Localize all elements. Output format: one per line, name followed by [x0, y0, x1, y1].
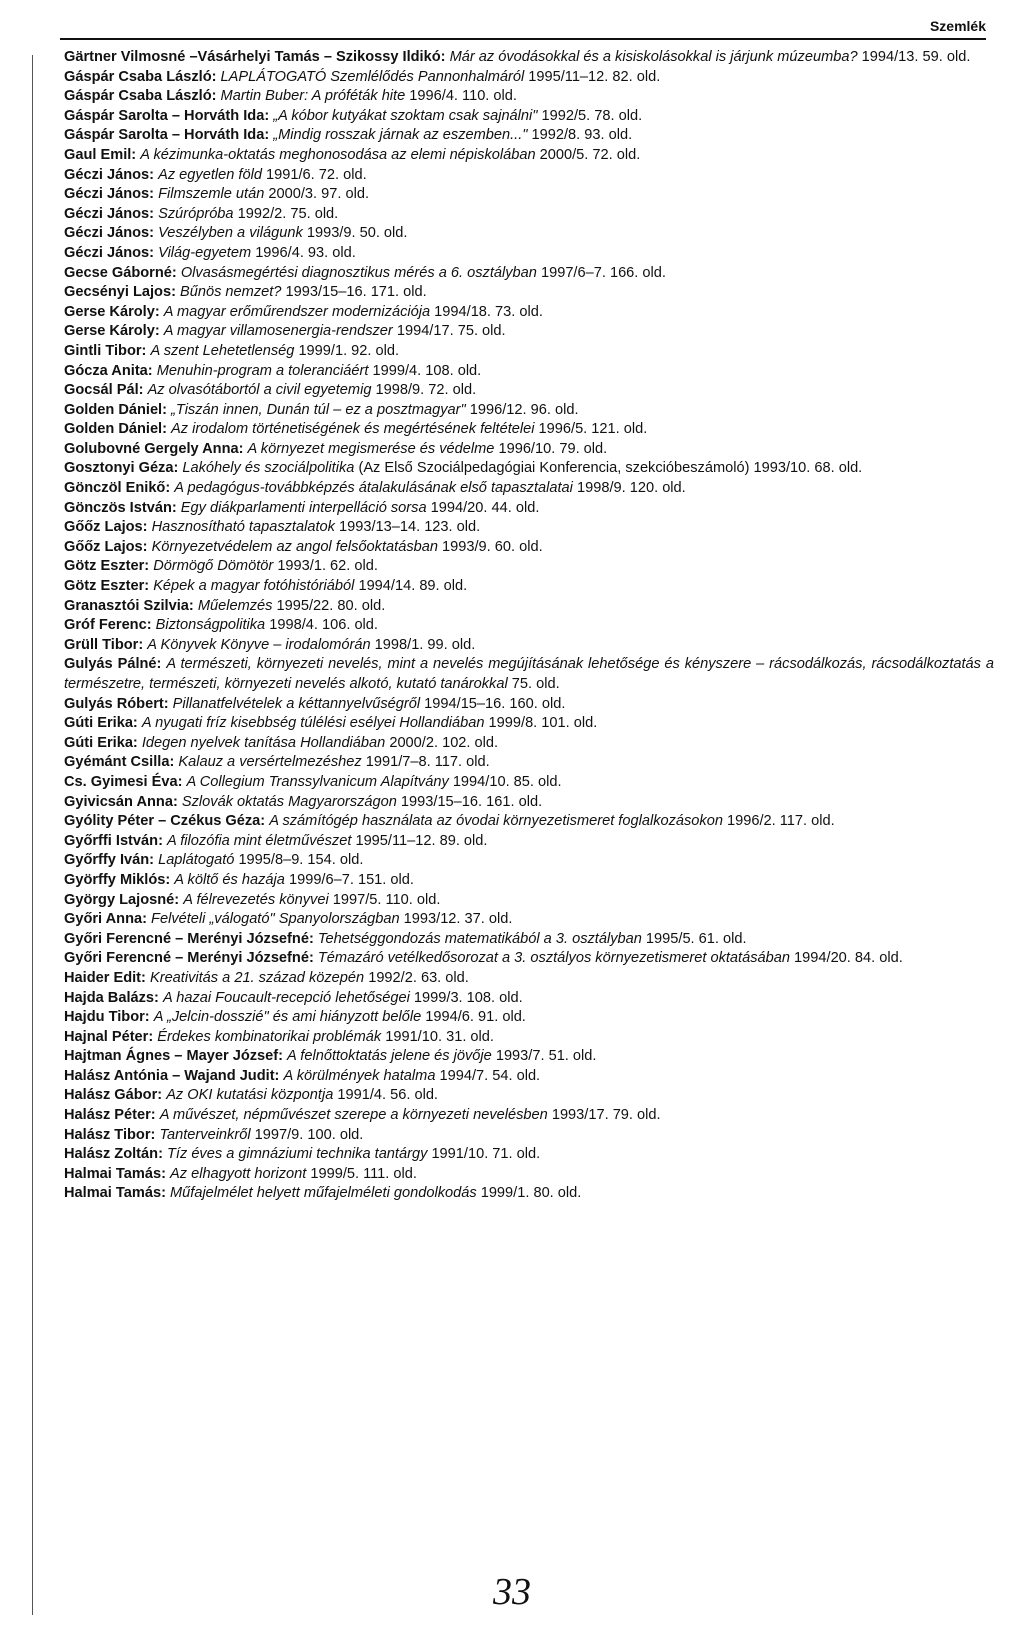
- entry-reference: 1996/5. 121. old.: [538, 421, 648, 438]
- entry-title: Kalauz a versértelmezéshez: [178, 754, 362, 771]
- entry-author: Hajnal Péter:: [64, 1028, 154, 1045]
- entry-reference: 1995/22. 80. old.: [276, 597, 386, 614]
- entry-title: Szlovák oktatás Magyarországon: [181, 793, 397, 810]
- entry-author: Gúti Erika:: [64, 715, 138, 732]
- bibliography-entry: [64, 244, 994, 264]
- entry-author: Götz Eszter:: [64, 578, 150, 595]
- entry-title: A szent Lehetetlenség: [150, 342, 295, 359]
- entry-reference: 1992/2. 63. old.: [368, 969, 469, 986]
- bibliography-entry: [64, 773, 994, 793]
- entry-author: Gáspár Sarolta – Horváth Ida:: [64, 107, 270, 124]
- entry-title: Pillanatfelvételek a kéttannyelvűségről: [172, 695, 421, 712]
- entry-reference: 1994/20. 84. old.: [794, 950, 903, 967]
- entry-author: Gocsál Pál:: [64, 382, 144, 399]
- entry-reference: 75. old.: [511, 676, 560, 692]
- entry-reference: 1999/3. 108. old.: [413, 989, 523, 1006]
- entry-reference: (Az Első Szociálpedagógiai Konferencia, szekcióbeszámoló) 1993/10. 68. old.: [358, 460, 863, 477]
- entry-reference: 1996/4. 93. old.: [255, 244, 356, 261]
- entry-title: A Collegium Transsylvanicum Alapítvány: [186, 773, 449, 790]
- bibliography-entry: [64, 714, 994, 734]
- entry-author: Gyémánt Csilla:: [64, 754, 175, 771]
- entry-reference: 1998/9. 72. old.: [375, 382, 477, 399]
- header-rule: [60, 38, 986, 40]
- entry-author: Hajda Balázs:: [64, 989, 159, 1006]
- entry-reference: 1993/15–16. 171. old.: [285, 284, 427, 301]
- bibliography-entry: [64, 381, 994, 401]
- entry-title: Menuhin-program a toleranciáért: [156, 362, 369, 379]
- entry-title: A hazai Foucault-recepció lehetőségei: [162, 989, 410, 1006]
- entry-author: Halmai Tamás:: [64, 1165, 166, 1182]
- entry-title: A „Jelcin-dosszié" és ami hiányzott belőle: [153, 1009, 422, 1026]
- entry-author: Golubovné Gergely Anna:: [64, 440, 244, 457]
- entry-reference: 1991/10. 31. old.: [385, 1028, 494, 1045]
- entry-reference: 1995/11–12. 89. old.: [355, 832, 488, 849]
- bibliography-entry: [64, 342, 994, 362]
- bibliography-entry: [64, 1028, 994, 1048]
- bibliography-entry: [64, 538, 994, 558]
- bibliography-entry: [64, 1165, 994, 1185]
- entry-reference: 1996/10. 79. old.: [498, 440, 608, 457]
- entry-reference: 1993/13–14. 123. old.: [338, 519, 481, 536]
- entry-author: Gyólity Péter – Czékus Géza:: [64, 813, 266, 830]
- entry-author: Golden Dániel:: [64, 421, 167, 438]
- entry-author: Gecsényi Lajos:: [64, 284, 176, 301]
- entry-reference: 1994/20. 44. old.: [430, 499, 540, 516]
- bibliography-entry: [64, 793, 994, 813]
- entry-title: Bűnös nemzet?: [180, 284, 282, 301]
- entry-title: Olvasásmegértési diagnosztikus mérés a 6. osztályban: [180, 264, 537, 281]
- entry-reference: 1998/9. 120. old.: [576, 480, 686, 497]
- entry-reference: 1995/8–9. 154. old.: [238, 852, 364, 869]
- entry-reference: 1997/6–7. 166. old.: [540, 264, 666, 281]
- entry-title: A filozófia mint életművészet: [167, 832, 352, 849]
- bibliography-entry: [64, 577, 994, 597]
- entry-author: Győrffi István:: [64, 832, 163, 849]
- entry-title: Tanterveinkről: [159, 1126, 251, 1143]
- entry-reference: 1999/8. 101. old.: [488, 715, 598, 732]
- entry-author: Grüll Tibor:: [64, 636, 144, 653]
- entry-author: Géczi János:: [64, 244, 155, 261]
- entry-title: A Könyvek Könyve – irodalomórán: [147, 636, 371, 653]
- entry-reference: 1993/15–16. 161. old.: [400, 793, 543, 810]
- bibliography-entry: [64, 107, 994, 127]
- entry-author: Gecse Gáborné:: [64, 264, 177, 281]
- entry-reference: 1998/1. 99. old.: [374, 636, 476, 653]
- entry-author: Gáspár Csaba László:: [64, 88, 217, 105]
- entry-title: Dörmögő Dömötör: [153, 558, 274, 575]
- entry-reference: 2000/3. 97. old.: [268, 186, 370, 203]
- entry-author: Granasztói Szilvia:: [64, 597, 194, 614]
- bibliography-entry: [64, 910, 994, 930]
- entry-reference: 1999/1. 92. old.: [298, 342, 400, 359]
- entry-author: Gőőz Lajos:: [64, 519, 148, 536]
- bibliography-entry: [64, 636, 994, 656]
- entry-reference: 1999/6–7. 151. old.: [288, 871, 414, 888]
- entry-reference: 1999/4. 108. old.: [372, 362, 482, 379]
- bibliography-entry: [64, 126, 994, 146]
- entry-author: György Lajosné:: [64, 891, 180, 908]
- entry-title: Lakóhely és szociálpolitika: [182, 460, 355, 477]
- entry-author: Cs. Gyimesi Éva:: [64, 773, 183, 790]
- entry-title: A félrevezetés könyvei: [183, 891, 329, 908]
- entry-author: Gerse Károly:: [64, 303, 160, 320]
- entry-title: A magyar villamosenergia-rendszer: [163, 323, 393, 340]
- entry-reference: 1994/17. 75. old.: [396, 323, 506, 340]
- bibliography-entry: [64, 949, 994, 969]
- entry-title: A környezet megismerése és védelme: [247, 440, 495, 457]
- entry-author: Géczi János:: [64, 225, 155, 242]
- bibliography-entry: [64, 48, 994, 68]
- entry-author: Gáspár Sarolta – Horváth Ida:: [64, 127, 270, 144]
- bibliography-entry: [64, 283, 994, 303]
- section-title: Szemlék: [929, 18, 986, 34]
- entry-reference: 2000/2. 102. old.: [389, 734, 499, 751]
- entry-title: Martin Buber: A próféták hite: [220, 88, 406, 105]
- entry-title: Filmszemle után: [158, 186, 265, 203]
- entry-title: Az elhagyott horizont: [170, 1165, 307, 1182]
- entry-author: Gócza Anita:: [64, 362, 153, 379]
- entry-author: Géczi János:: [64, 186, 155, 203]
- entry-reference: 2000/5. 72. old.: [539, 146, 641, 163]
- entry-title: A költő és hazája: [174, 871, 285, 888]
- entry-title: Laplátogató: [158, 852, 235, 869]
- bibliography-entry: [64, 989, 994, 1009]
- bibliography-entry: [64, 832, 994, 852]
- bibliography-entry: [64, 224, 994, 244]
- entry-reference: 1994/15–16. 160. old.: [424, 695, 566, 712]
- bibliography-entry: [64, 734, 994, 754]
- bibliography-entry: [64, 1067, 994, 1087]
- entry-title: Képek a magyar fotóhistóriából: [153, 578, 355, 595]
- entry-author: Hajtman Ágnes – Mayer József:: [64, 1048, 283, 1065]
- bibliography-entry: [64, 87, 994, 107]
- entry-author: Halász Tibor:: [64, 1126, 156, 1143]
- bibliography-entry: [64, 930, 994, 950]
- bibliography-entry: [64, 518, 994, 538]
- bibliography-entry: [64, 1106, 994, 1126]
- bibliography-entry: [64, 303, 994, 323]
- entry-reference: 1996/12. 96. old.: [469, 401, 579, 418]
- entry-title: Az OKI kutatási központja: [166, 1087, 334, 1104]
- entry-title: Környezetvédelem az angol felsőoktatásban: [151, 538, 438, 555]
- entry-title: A nyugati fríz kisebbség túlélési esélyei Hollandiában: [141, 715, 485, 732]
- entry-reference: 1991/4. 56. old.: [337, 1087, 438, 1104]
- entry-title: A művészet, népművészet szerepe a környezeti nevelésben: [159, 1107, 548, 1124]
- entry-title: Biztonságpolitika: [155, 617, 266, 634]
- entry-reference: 1991/7–8. 117. old.: [365, 754, 490, 771]
- entry-reference: 1992/8. 93. old.: [531, 127, 633, 144]
- entry-title: LAPLÁTOGATÓ Szemlélődés Pannonhalmáról: [220, 68, 525, 85]
- entry-author: Gulyás Róbert:: [64, 695, 169, 712]
- entry-author: Győri Ferencné – Merényi Józsefné:: [64, 930, 314, 947]
- bibliography-entry: [64, 166, 994, 186]
- entry-title: A kézimunka-oktatás meghonosodása az elemi népiskolában: [140, 146, 536, 163]
- entry-reference: 1993/9. 50. old.: [306, 225, 408, 242]
- bibliography-entry: [64, 185, 994, 205]
- entry-author: Géczi János:: [64, 205, 155, 222]
- entry-author: Győri Anna:: [64, 911, 147, 928]
- entry-title: Hasznosítható tapasztalatok: [151, 519, 335, 536]
- bibliography-entry: [64, 146, 994, 166]
- bibliography-entry: [64, 1126, 994, 1146]
- entry-title: Már az óvodásokkal és a kisiskolásokkal is járjunk múzeumba?: [449, 49, 858, 65]
- entry-author: Halász Antónia – Wajand Judit:: [64, 1067, 280, 1084]
- entry-reference: 1999/5. 111. old.: [310, 1165, 417, 1182]
- margin-rule: [32, 55, 33, 1615]
- bibliography-entry: [64, 557, 994, 577]
- entry-author: Győri Ferencné – Merényi Józsefné:: [64, 950, 314, 967]
- bibliography-entry: [64, 1145, 994, 1165]
- entry-reference: 1994/18. 73. old.: [434, 303, 543, 320]
- entry-title: Az egyetlen föld: [158, 166, 262, 183]
- entry-author: Halmai Tamás:: [64, 1185, 166, 1202]
- bibliography-entry: [64, 420, 994, 440]
- entry-author: Gaul Emil:: [64, 146, 137, 163]
- entry-title: A körülmények hatalma: [283, 1067, 436, 1084]
- entry-title: A természeti, környezeti nevelés, mint a nevelés megújításának lehetősége és kényszere – rácsodálkozás, rácsodálkoztatás a természetre, természeti, környezeti nevelés alkotó, kutató tanárokkal: [64, 656, 994, 692]
- entry-author: Haider Edit:: [64, 969, 146, 986]
- bibliography-entry: [64, 68, 994, 88]
- entry-author: Gőőz Lajos:: [64, 538, 148, 555]
- entry-author: Halász Gábor:: [64, 1087, 163, 1104]
- entry-author: Golden Dániel:: [64, 401, 167, 418]
- entry-title: Veszélyben a világunk: [158, 225, 303, 242]
- entry-author: Götz Eszter:: [64, 558, 150, 575]
- bibliography-entry: [64, 401, 994, 421]
- bibliography-entry: [64, 1184, 994, 1204]
- bibliography-entry: [64, 322, 994, 342]
- bibliography-entry: [64, 1047, 994, 1067]
- entry-reference: 1995/5. 61. old.: [645, 930, 747, 947]
- entry-title: „A kóbor kutyákat szoktam csak sajnálni": [273, 107, 538, 124]
- bibliography-entry: [64, 440, 994, 460]
- entry-author: Gulyás Pálné:: [64, 656, 162, 673]
- entry-reference: 1997/9. 100. old.: [254, 1126, 364, 1143]
- bibliography-entry: [64, 812, 994, 832]
- entry-title: Felvételi „válogató" Spanyolországban: [151, 911, 400, 928]
- entry-reference: 1993/17. 79. old.: [551, 1107, 661, 1124]
- entry-author: Gróf Ferenc:: [64, 617, 152, 634]
- entry-title: Témazáró vetélkedősorozat a 3. osztályos környezetismeret oktatásában: [317, 950, 790, 967]
- entry-reference: 1992/2. 75. old.: [237, 205, 339, 222]
- bibliography-entry: [64, 1086, 994, 1106]
- entry-title: „Tiszán innen, Dunán túl – ez a posztmagyar": [171, 401, 466, 418]
- entry-title: A számítógép használata az óvodai környezetismeret foglalkozásokon: [269, 813, 723, 830]
- entry-author: Györffy Miklós:: [64, 871, 171, 888]
- entry-title: Szúrópróba: [158, 205, 234, 222]
- entry-reference: 1997/5. 110. old.: [332, 891, 441, 908]
- bibliography-entry: [64, 264, 994, 284]
- bibliography-entry: [64, 597, 994, 617]
- bibliography-entry: [64, 362, 994, 382]
- entry-author: Gyivicsán Anna:: [64, 793, 178, 810]
- bibliography-entry: [64, 459, 994, 479]
- bibliography-entry: [64, 969, 994, 989]
- entry-author: Gönczöl Enikő:: [64, 480, 171, 497]
- bibliography-entry: [64, 753, 994, 773]
- bibliography-entry: [64, 695, 994, 715]
- entry-author: Halász Péter:: [64, 1107, 156, 1124]
- entry-title: Egy diákparlamenti interpelláció sorsa: [180, 499, 427, 516]
- entry-reference: 1993/9. 60. old.: [442, 538, 543, 555]
- entry-reference: 1994/10. 85. old.: [452, 773, 562, 790]
- entry-title: Kreativitás a 21. század közepén: [149, 969, 365, 986]
- entry-reference: 1994/7. 54. old.: [439, 1067, 541, 1084]
- entry-reference: 1994/13. 59. old.: [861, 49, 971, 65]
- entry-author: Győrffy Iván:: [64, 852, 155, 869]
- bibliography-entry: [64, 499, 994, 519]
- entry-author: Gönczös István:: [64, 499, 177, 516]
- entry-author: Géczi János:: [64, 166, 155, 183]
- entry-author: Gúti Erika:: [64, 734, 138, 751]
- entry-author: Gáspár Csaba László:: [64, 68, 217, 85]
- entry-title: Idegen nyelvek tanítása Hollandiában: [141, 734, 386, 751]
- bibliography-list: [64, 48, 994, 1204]
- bibliography-entry: [64, 851, 994, 871]
- entry-reference: 1992/5. 78. old.: [541, 107, 643, 124]
- entry-reference: 1991/10. 71. old.: [431, 1146, 541, 1163]
- bibliography-entry: [64, 871, 994, 891]
- entry-title: A pedagógus-továbbképzés átalakulásának első tapasztalatai: [174, 480, 573, 497]
- entry-title: Tíz éves a gimnáziumi technika tantárgy: [167, 1146, 428, 1163]
- entry-reference: 1994/6. 91. old.: [425, 1009, 526, 1026]
- bibliography-entry: [64, 616, 994, 636]
- entry-title: „Mindig rosszak járnak az eszemben...": [273, 127, 528, 144]
- entry-author: Halász Zoltán:: [64, 1146, 163, 1163]
- entry-reference: 1995/11–12. 82. old.: [528, 68, 661, 85]
- entry-title: Világ-egyetem: [158, 244, 252, 261]
- bibliography-entry: [64, 655, 994, 694]
- entry-reference: 1996/2. 117. old.: [727, 813, 835, 830]
- entry-title: A magyar erőműrendszer modernizációja: [163, 303, 431, 320]
- entry-reference: 1996/4. 110. old.: [409, 88, 517, 105]
- entry-reference: 1994/14. 89. old.: [358, 578, 468, 595]
- bibliography-entry: [64, 1008, 994, 1028]
- entry-title: Műelemzés: [197, 597, 273, 614]
- bibliography-entry: [64, 891, 994, 911]
- entry-title: Az irodalom történetiségének és megértésének feltételei: [171, 421, 535, 438]
- entry-title: A felnőttoktatás jelene és jövője: [287, 1048, 492, 1065]
- entry-title: Tehetséggondozás matematikából a 3. osztályban: [317, 930, 642, 947]
- entry-author: Gärtner Vilmosné –Vásárhelyi Tamás – Szikossy Ildikó:: [64, 49, 446, 65]
- entry-reference: 1998/4. 106. old.: [269, 617, 378, 634]
- entry-author: Gintli Tibor:: [64, 342, 147, 359]
- entry-title: Műfajelmélet helyett műfajelméleti gondolkodás: [170, 1185, 477, 1202]
- page-number: 33: [493, 1571, 531, 1613]
- entry-author: Gerse Károly:: [64, 323, 160, 340]
- bibliography-entry: [64, 479, 994, 499]
- bibliography-entry: [64, 205, 994, 225]
- entry-reference: 1991/6. 72. old.: [266, 166, 367, 183]
- entry-author: Hajdu Tibor:: [64, 1009, 150, 1026]
- entry-reference: 1993/1. 62. old.: [277, 558, 378, 575]
- entry-reference: 1993/12. 37. old.: [403, 911, 513, 928]
- entry-title: Az olvasótábortól a civil egyetemig: [147, 382, 372, 399]
- running-header: [60, 18, 986, 40]
- entry-title: Érdekes kombinatorikai problémák: [157, 1028, 382, 1045]
- entry-reference: 1993/7. 51. old.: [495, 1048, 597, 1065]
- entry-author: Gosztonyi Géza:: [64, 460, 179, 477]
- entry-reference: 1999/1. 80. old.: [480, 1185, 582, 1202]
